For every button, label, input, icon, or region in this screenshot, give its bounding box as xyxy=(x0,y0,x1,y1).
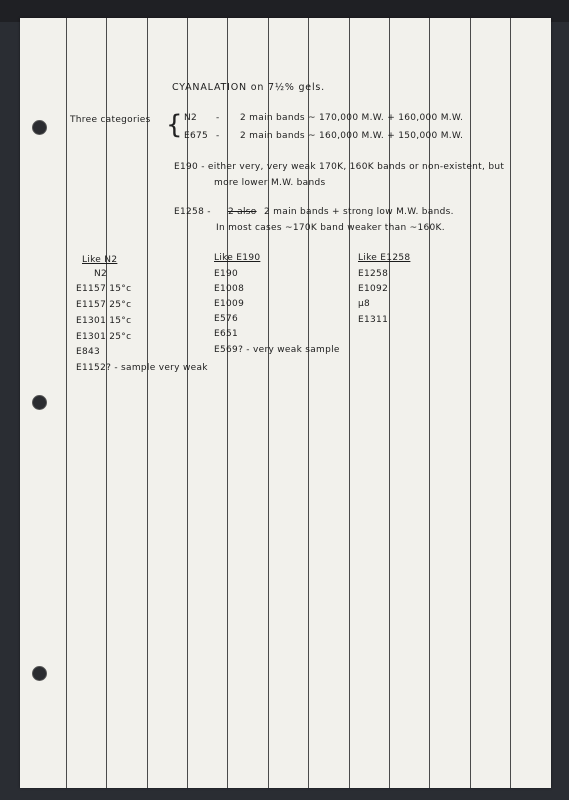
category-dash: - xyxy=(216,131,220,141)
list-item: E1258 xyxy=(358,269,389,279)
category-description: 2 main bands ~ 170,000 M.W. + 160,000 M.W. xyxy=(240,113,464,123)
category-name: N2 xyxy=(184,113,198,123)
ruling-line xyxy=(66,18,67,788)
list-item: E843 xyxy=(76,347,101,357)
ruling-line xyxy=(510,18,511,788)
intro-label: Three categories xyxy=(70,115,151,125)
list-item: E651 xyxy=(214,329,239,339)
note-e1258-struck: 2 also xyxy=(228,207,257,217)
ruled-sheet xyxy=(20,18,551,788)
list-item: E1301 15°c xyxy=(76,316,132,326)
list-item: E1301 25°c xyxy=(76,332,132,342)
list-item: E576 xyxy=(214,314,239,324)
punch-hole xyxy=(32,120,47,135)
column-header: Like E1258 xyxy=(358,253,411,263)
column-header: Like N2 xyxy=(82,255,118,265)
punch-hole xyxy=(32,666,47,681)
list-item: E1092 xyxy=(358,284,389,294)
note-e190-line: E190 - either very, very weak 170K, 160K bands or non-existent, but xyxy=(174,162,505,172)
punch-hole xyxy=(32,395,47,410)
note-e190-line: more lower M.W. bands xyxy=(214,178,326,188)
note-e1258-prefix: E1258 - xyxy=(174,207,211,217)
list-item: N2 xyxy=(94,269,108,279)
ruling-line xyxy=(106,18,107,788)
list-item: E190 xyxy=(214,269,239,279)
list-item: E1009 xyxy=(214,299,245,309)
brace-glyph: { xyxy=(166,110,183,140)
list-item: E1008 xyxy=(214,284,245,294)
column-header: Like E190 xyxy=(214,253,261,263)
list-item: μ8 xyxy=(358,299,371,309)
ruling-line xyxy=(227,18,228,788)
ruling-line xyxy=(470,18,471,788)
note-e1258-line: 2 main bands + strong low M.W. bands. xyxy=(264,207,454,217)
list-item: E1152? - sample very weak xyxy=(76,363,208,373)
category-dash: - xyxy=(216,113,220,123)
ruling-line xyxy=(147,18,148,788)
list-item: E1157 25°c xyxy=(76,300,132,310)
note-e1258-line: In most cases ~170K band weaker than ~160K. xyxy=(216,223,445,233)
list-item: E1311 xyxy=(358,315,389,325)
list-item: E569? - very weak sample xyxy=(214,345,340,355)
page-title: CYANALATION on 7½% gels. xyxy=(172,82,325,93)
list-item: E1157 15°c xyxy=(76,284,132,294)
category-name: E675 xyxy=(184,131,209,141)
category-description: 2 main bands ~ 160,000 M.W. + 150,000 M.W. xyxy=(240,131,464,141)
